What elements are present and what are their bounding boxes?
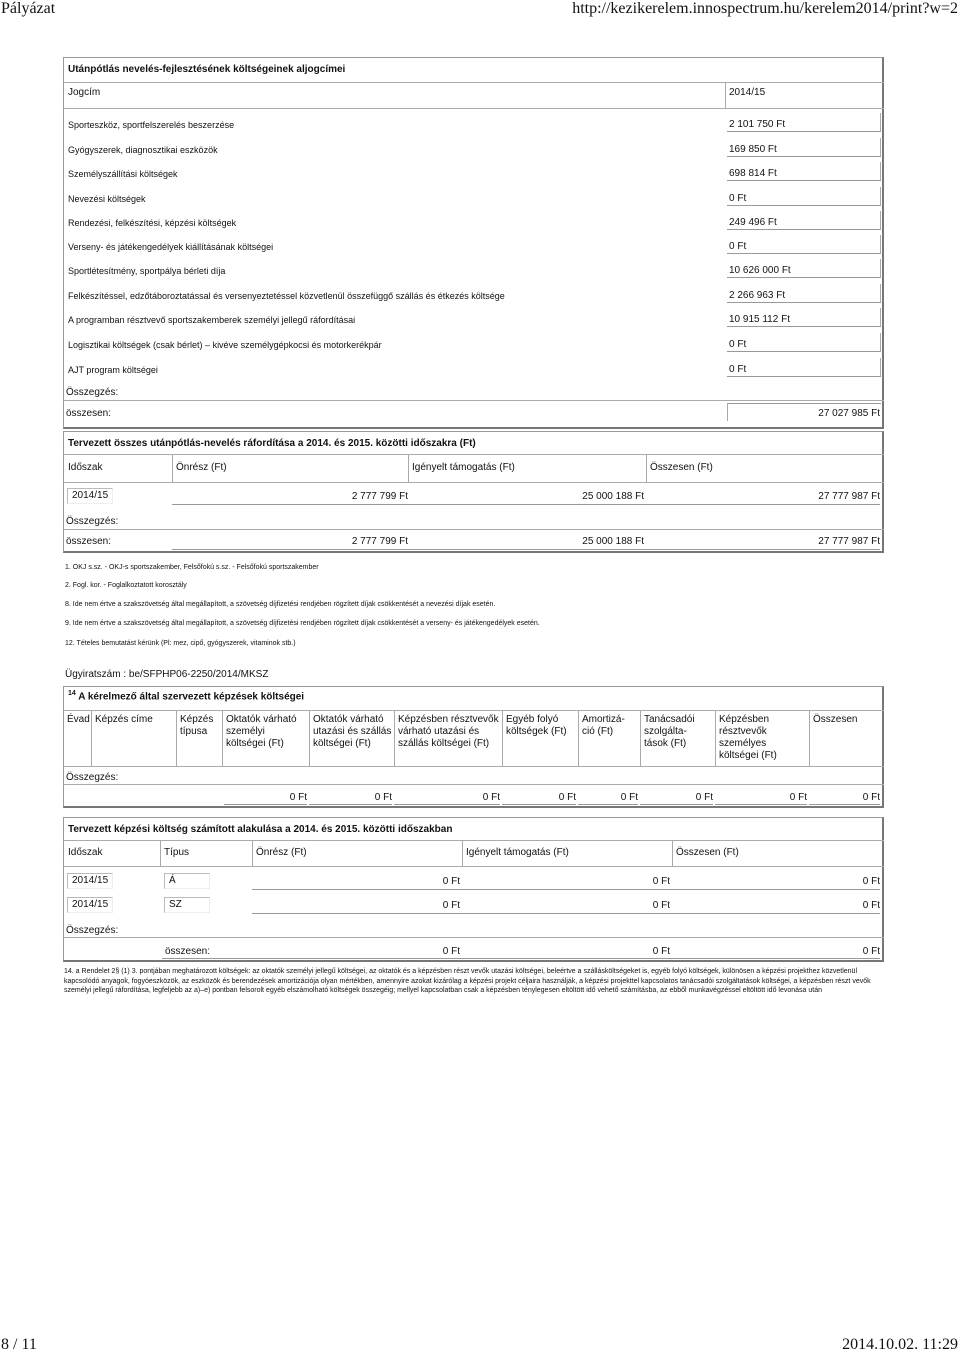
cost-row-label: Verseny- és játékengedélyek kiállításának költségei [68,242,274,252]
training-total-value: 0 Ft [620,792,638,803]
section4-title: Tervezett képzési költség számított alakulása a 2014. és 2015. közötti időszakban [68,824,453,835]
value-border [880,284,881,302]
cost-row-value: 0 Ft [729,339,747,350]
training-col-header: Összesen [813,714,858,725]
value-underline [578,804,638,805]
value-underline [727,229,881,230]
cost-row-label: Nevezési költségek [68,194,146,204]
value-underline [727,180,881,181]
value-border [880,358,881,376]
training-total-value: 0 Ft [789,792,807,803]
value-border [880,259,881,277]
value-underline [727,277,881,278]
value-underline [252,913,880,914]
value-border [880,113,881,131]
value-underline [394,804,500,805]
cost-row-value: 2 266 963 Ft [729,290,786,301]
training-total-value: 0 Ft [695,792,713,803]
value-underline [727,376,881,377]
value-underline [502,804,576,805]
total-osszesen: 27 777 987 Ft [818,536,880,547]
footnote-14: 14. a Rendelet 2§ (1) 3. pontjában meghatározott költségek: az oktatók személyi jellegű költségei, az oktatók és a képzésben részt vevők utazási költségei, beleértve a szállásköltségeket is, egyéb folyó költségek, különösen a képzési projekthez közvetlenül kapcsolódó anyagok, fogyóeszközök, az eszközök és berendezések amortizációja olyan mértékben, amennyire azokat kizárólag a képzési projekt céljaira használják, a képzési projekttel kapcsolatos tanácsadói szolgáltatások költségei, a képzésben részt vevők személyi jellegű ráfordítása, legfeljebb az a)‒e) pontban felsorolt egyéb elszámolható költségek összegéig; mellyel kapcsolatban csak a képzésben ténylegesen eltöltött idő vehető számításba, az ebből munkavégzéssel eltöltött idő levonása után [64,968,871,994]
total-label: összesen: [66,536,112,547]
cost-row-label: Gyógyszerek, diagnosztikai eszközök [68,145,218,155]
value-underline [640,804,713,805]
cost-row-value: 249 496 Ft [729,217,777,228]
onresz-value: 2 777 799 Ft [351,491,408,502]
value-border [880,211,881,229]
tamogatas-value: 0 Ft [652,900,670,911]
training-total-value: 0 Ft [862,792,880,803]
col-jogcim-header: Jogcím [68,87,101,98]
training-col-header: Tanácsadói szolgálta- tások (Ft) [644,714,695,749]
cost-row-value: 10 626 000 Ft [729,265,791,276]
value-underline [727,253,881,254]
section2-title: Tervezett összes utánpótlás-nevelés ráfordítása a 2014. és 2015. közötti időszakra (Ft) [68,438,476,449]
col-divider [309,710,310,766]
summary-label: Összegzés: [66,516,119,527]
value-underline [309,804,392,805]
value-underline [727,302,881,303]
value-underline [727,351,881,352]
training-col-header: Képzés típusa [180,714,214,737]
value-underline [224,804,307,805]
summary-label: Összegzés: [66,772,119,783]
value-underline [715,804,807,805]
section3-title-text: A kérelmező által szervezett képzések költségei [78,691,305,703]
cost-row-label: Sporteszköz, sportfelszerelés beszerzése [68,120,235,130]
col-onresz: Önrész (Ft) [176,462,227,473]
value-border [880,187,881,205]
value-border [880,308,881,326]
cost-row-value: 169 850 Ft [729,144,777,155]
value-underline [252,889,880,890]
value-underline [727,326,881,327]
tamogatas-value: 25 000 188 Ft [582,491,644,502]
section1-title: Utánpótlás nevelés-fejlesztésének költségeinek aljogcímei [68,64,346,75]
training-total-value: 0 Ft [482,792,500,803]
col-tipus: Típus [164,847,190,858]
period-field[interactable]: 2014/15 [67,488,113,504]
period-field[interactable]: 2014/15 [67,873,113,889]
total-tamogatas: 25 000 188 Ft [582,536,644,547]
total-value: 27 027 985 Ft [818,408,880,419]
col-divider [394,710,395,766]
case-number: Ügyiratszám : be/SFPHP06-2250/2014/MKSZ [65,669,269,680]
footnote-ref: 14 [68,690,76,697]
col-divider [578,710,579,766]
total-label: összesen: [165,946,211,957]
col-tamogatas: Igényelt támogatás (Ft) [412,462,515,473]
onresz-value: 0 Ft [442,876,460,887]
cost-row-label: AJT program költségei [68,365,158,375]
osszesen-value: 27 777 987 Ft [818,491,880,502]
page-url: http://kezikerelem.innospectrum.hu/kerelem2014/print?w=2 [572,0,958,17]
cost-row-value: 2 101 750 Ft [729,119,786,130]
summary-label: Összegzés: [66,387,119,398]
cost-row-value: 698 814 Ft [729,168,777,179]
col-idoszak: Időszak [68,462,103,473]
note-9: 9. Ide nem értve a szakszövetség által megállapított, a szövetség díjfizetési rendjében rögzített díjak csökkentését a verseny- és játékengedélyek esetén. [65,620,540,627]
training-col-header: Képzésben résztvevők személyes költségei (Ft) [719,714,777,761]
value-underline [809,804,880,805]
summary-label: Összegzés: [66,925,119,936]
col-year-header: 2014/15 [729,87,766,98]
training-total-value: 0 Ft [289,792,307,803]
period-field[interactable]: 2014/15 [67,897,113,913]
page-title: Pályázat [1,0,56,17]
value-underline [727,156,881,157]
total-osszesen: 0 Ft [862,946,880,957]
cost-row-label: Logisztikai költségek (csak bérlet) ‒ kivéve személygépkocsi és motorkerékpár [68,340,382,350]
cost-row-label: Sportlétesítmény, sportpálya bérleti díja [68,266,226,276]
cost-row-value: 0 Ft [729,364,747,375]
total-label: összesen: [66,408,112,419]
note-2: 2. Fogl. kor. - Foglalkoztatott korosztály [65,582,187,589]
total-tamogatas: 0 Ft [652,946,670,957]
type-field[interactable]: SZ [164,897,210,913]
note-12: 12. Tételes bemutatást kérünk (Pl: mez, cipő, gyógyszerek, vitaminok stb.) [65,640,296,647]
training-col-header: Képzés címe [95,714,153,725]
cost-row-value: 0 Ft [729,241,747,252]
value-border [880,333,881,351]
training-col-header: Oktatók várható utazási és szállás költségei (Ft) [313,714,392,749]
training-total-value: 0 Ft [374,792,392,803]
cost-row-value: 10 915 112 Ft [729,314,790,325]
print-datetime: 2014.10.02. 11:29 [842,1336,958,1353]
value-border [880,235,881,253]
value-underline [727,205,881,206]
cost-row-label: Rendezési, felkészítési, képzési költségek [68,218,237,228]
training-col-header: Évad [67,714,90,725]
total-onresz: 2 777 799 Ft [351,536,408,547]
cost-row-value: 0 Ft [729,193,747,204]
training-col-header: Képzésben résztvevők várható utazási és szállás költségei (Ft) [398,714,499,749]
osszesen-value: 0 Ft [862,876,880,887]
tamogatas-value: 0 Ft [652,876,670,887]
section3-title [68,690,304,702]
note-8: 8. Ide nem értve a szakszövetség által megállapított, a szövetség díjfizetési rendjében rögzített díjak csökkentését a nevezési díjak esetén. [65,601,496,608]
value-underline [727,131,881,132]
row-divider [63,766,884,767]
value-border [880,162,881,180]
page-number: 8 / 11 [1,1336,37,1353]
cost-row-label: Felkészítéssel, edzőtáboroztatással és versenyeztetéssel közvetlenül összefüggő szállás és étkezés költsége [68,291,505,301]
col-divider [809,710,810,766]
note-1: 1. OKJ s.sz. - OKJ-s sportszakember, Felsőfokú s.sz. - Felsőfokú sportszakember [65,564,319,571]
cost-row-label: Személyszállítási költségek [68,169,178,179]
total-onresz: 0 Ft [442,946,460,957]
training-total-value: 0 Ft [558,792,576,803]
col-divider [640,710,641,766]
training-col-header: Amortizá- ció (Ft) [582,714,625,737]
osszesen-value: 0 Ft [862,900,880,911]
training-col-header: Egyéb folyó költségek (Ft) [506,714,567,737]
col-divider [715,710,716,766]
col-onresz: Önrész (Ft) [256,847,307,858]
onresz-value: 0 Ft [442,900,460,911]
training-col-header: Oktatók várható személyi költségei (Ft) [226,714,297,749]
value-border [880,138,881,156]
col-tamogatas: Igényelt támogatás (Ft) [466,847,569,858]
col-idoszak: Időszak [68,847,103,858]
col-osszesen: Összesen (Ft) [676,847,739,858]
type-field[interactable]: Á [164,873,210,889]
col-divider [222,710,223,766]
col-divider [91,710,92,766]
col-osszesen: Összesen (Ft) [650,462,713,473]
col-divider [176,710,177,766]
cost-row-label: A programban résztvevő sportszakemberek személyi jellegű ráfordításai [68,315,356,325]
col-divider [502,710,503,766]
